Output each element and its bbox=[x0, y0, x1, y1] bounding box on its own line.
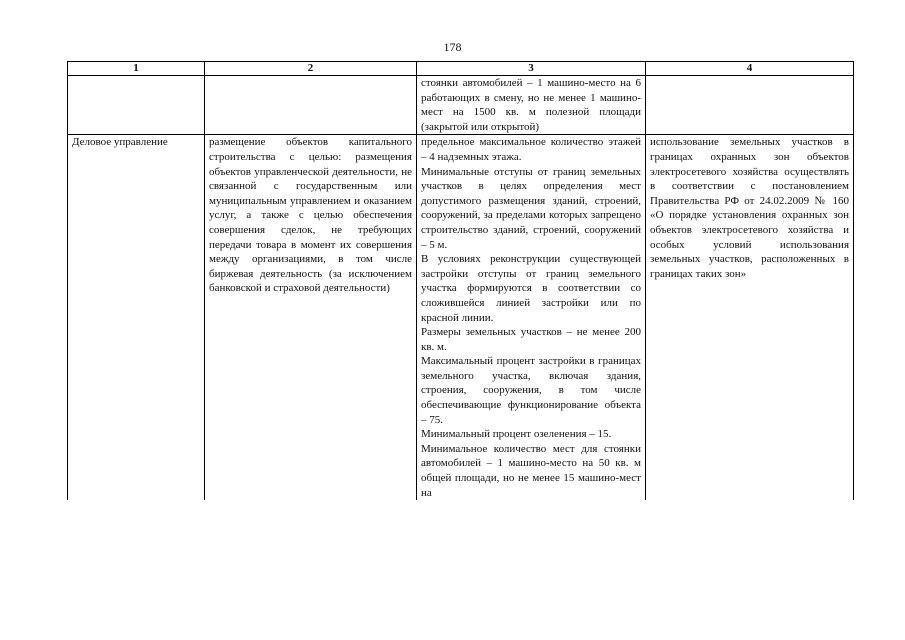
parameter-paragraph: предельное максимальное количество этажей – 4 надземных этажа. bbox=[421, 136, 641, 163]
continuation-row bbox=[68, 76, 854, 135]
usage-restrictions-cell: использование земельных участков в границах охранных зон объектов электросетевого хозяйства осуществлять в соответствии с постановлением Правительства РФ от 24.02.2009 № 160 «О порядке установления охранных зон объектов электросетевого хозяйства и особых условий использования земельных участков, расположенных в границах таких зон» bbox=[646, 135, 854, 500]
parameter-paragraph: Минимальный процент озеленения – 15. bbox=[421, 428, 612, 441]
continuation-cell-4 bbox=[646, 76, 854, 135]
land-use-description-cell: размещение объектов капитального строительства с целью: размещения объектов управленческой деятельности, не связанной с государственным или муниципальным управлением и оказанием услуг, а также с целью обеспечения совершения сделок, не требующих передачи товара в момент их совершения между организациями, в том числе биржевая деятельность (за исключением банковской и страховой деятельности) bbox=[205, 135, 417, 500]
business-management-row bbox=[68, 135, 854, 500]
parameter-paragraph: В условиях реконструкции существующей застройки отступы от границ земельного участка формируются в соответствии со сложившейся линией застройки или по красной линии. bbox=[421, 253, 641, 324]
header-row bbox=[68, 62, 854, 76]
column-header-3: 3 bbox=[417, 62, 646, 76]
column-header-4: 4 bbox=[646, 62, 854, 76]
continuation-cell-2 bbox=[205, 76, 417, 135]
parameter-paragraph: Размеры земельных участков – не менее 200 кв. м. bbox=[421, 326, 641, 353]
continuation-cell-1 bbox=[68, 76, 205, 135]
zoning-regulations-table bbox=[67, 61, 854, 500]
page-number: 178 bbox=[443, 40, 462, 54]
parameter-paragraph: Минимальные отступы от границ земельных участков в целях определения мест допустимого размещения зданий, строений, сооружений, за пределами которых запрещено строительство зданий, строений, сооружений – 5 м. bbox=[421, 165, 641, 251]
construction-parameters-cell bbox=[417, 135, 646, 500]
parameter-paragraph: Минимальное количество мест для стоянки автомобилей – 1 машино-место на 50 кв. м общей площади, но не менее 15 машино-мест на bbox=[421, 442, 641, 499]
column-header-1: 1 bbox=[68, 62, 205, 76]
column-header-2: 2 bbox=[205, 62, 417, 76]
land-use-type-cell: Деловое управление bbox=[68, 135, 205, 500]
parameter-paragraph: Максимальный процент застройки в границах земельного участка, включая здания, строения, сооружения, в том числе обеспечивающие функционирование объекта – 75. bbox=[421, 355, 641, 426]
continuation-cell-3: стоянки автомобилей – 1 машино-место на 6 работающих в смену, но не менее 1 машино-мест на 1500 кв. м полезной площади (закрытой или открытой) bbox=[417, 76, 646, 135]
